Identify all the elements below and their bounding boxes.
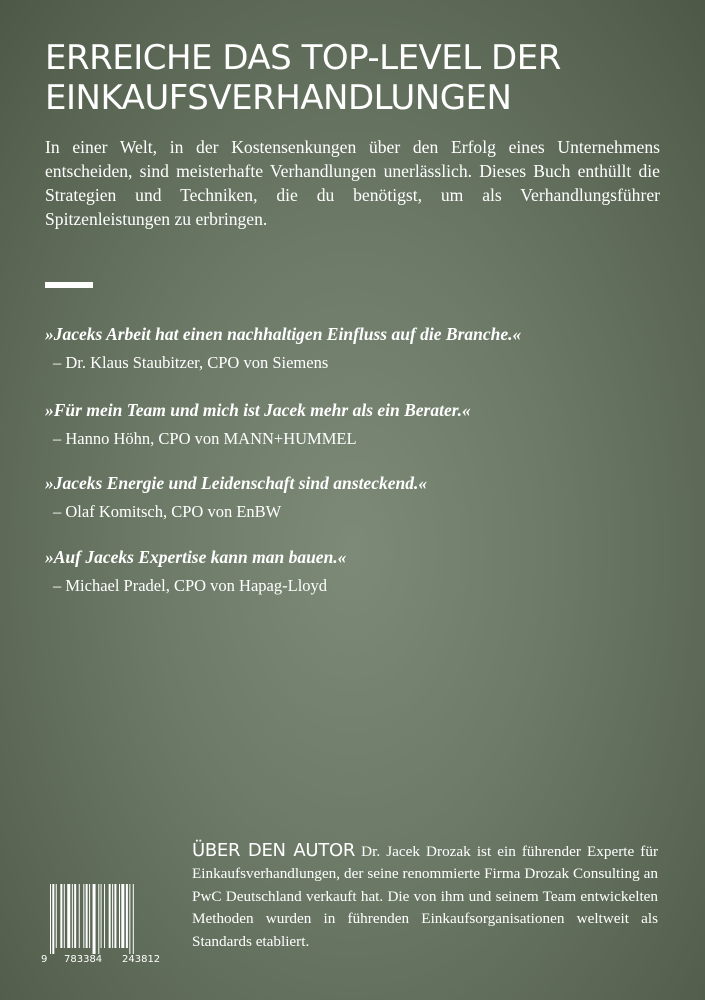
headline-line-2: EINKAUFSVERHANDLUNGEN [45,78,512,118]
about-author [192,840,658,953]
barcode-bar [83,884,84,948]
barcode-bar [129,884,130,954]
barcode-bar [89,884,90,948]
isbn-barcode [40,884,168,964]
divider-rule [45,282,93,288]
testimonial-quote: »Jaceks Energie und Leidenschaft sind ansteckend.« [45,473,428,493]
testimonial-4 [45,545,645,598]
barcode-bar [86,884,88,948]
barcode-bar [56,884,57,948]
isbn-group-1: 783384 [64,954,103,964]
testimonial-2 [45,398,645,451]
testimonial-author: – Dr. Klaus Staubitzer, CPO von Siemens [53,353,329,372]
barcode-bar [119,884,120,948]
barcode-bar [93,884,96,954]
barcode-bar [112,884,113,948]
barcode-bar [67,884,70,948]
barcode-bars [50,884,134,954]
about-heading: ÜBER DEN AUTOR [192,840,356,861]
barcode-bar [126,884,128,948]
barcode-bar [98,884,99,954]
barcode-bar [133,884,134,954]
barcode-bar [60,884,62,948]
isbn-group-2: 243812 [122,954,161,964]
testimonial-1 [45,322,645,375]
barcode-bar [64,884,65,948]
barcode-bar [109,884,111,948]
barcode-bar [104,884,105,948]
barcode-bar [114,884,116,948]
headline-line-1: ERREICHE DAS TOP-LEVEL DER [45,38,561,78]
barcode-bar [79,884,80,948]
barcode-bar [101,884,102,948]
barcode-bar [74,884,76,948]
intro-paragraph: In einer Welt, in der Kostensenkungen über den Erfolg eines Unternehmens entscheiden, sind meisterhafte Verhandlungen unerlässlich. Dieses Buch enthüllt die Strategien und Techniken, die du benötigst, um als Verhandlungsführer Spitzenleistungen zu erbringen. [45,137,660,229]
testimonial-author: – Olaf Komitsch, CPO von EnBW [53,502,282,521]
barcode-bar [50,884,51,954]
testimonial-quote: »Jaceks Arbeit hat einen nachhaltigen Einfluss auf die Branche.« [45,324,522,344]
testimonial-author: – Hanno Höhn, CPO von MANN+HUMMEL [53,429,357,448]
headline [45,38,665,118]
barcode-bar [72,884,73,948]
barcode-bar [52,884,54,954]
testimonial-quote: »Auf Jaceks Expertise kann man bauen.« [45,547,347,567]
barcode-bar [121,884,124,948]
isbn-prefix: 9 [41,954,48,964]
about-text: Dr. Jacek Drozak ist ein führender Experte für Einkaufsverhandlungen, der seine renommierte Firma Drozak Consulting an PwC Deutschland verkauft hat. Die von ihm und seinem Team entwickelten Methoden wurden in führenden Einkaufsorganisationen weltweit als Standards etabliert. [192,843,659,950]
testimonial-3 [45,471,645,524]
testimonial-author: – Michael Pradel, CPO von Hapag-Lloyd [53,576,328,595]
testimonial-quote: »Für mein Team und mich ist Jacek mehr als ein Berater.« [45,400,471,420]
